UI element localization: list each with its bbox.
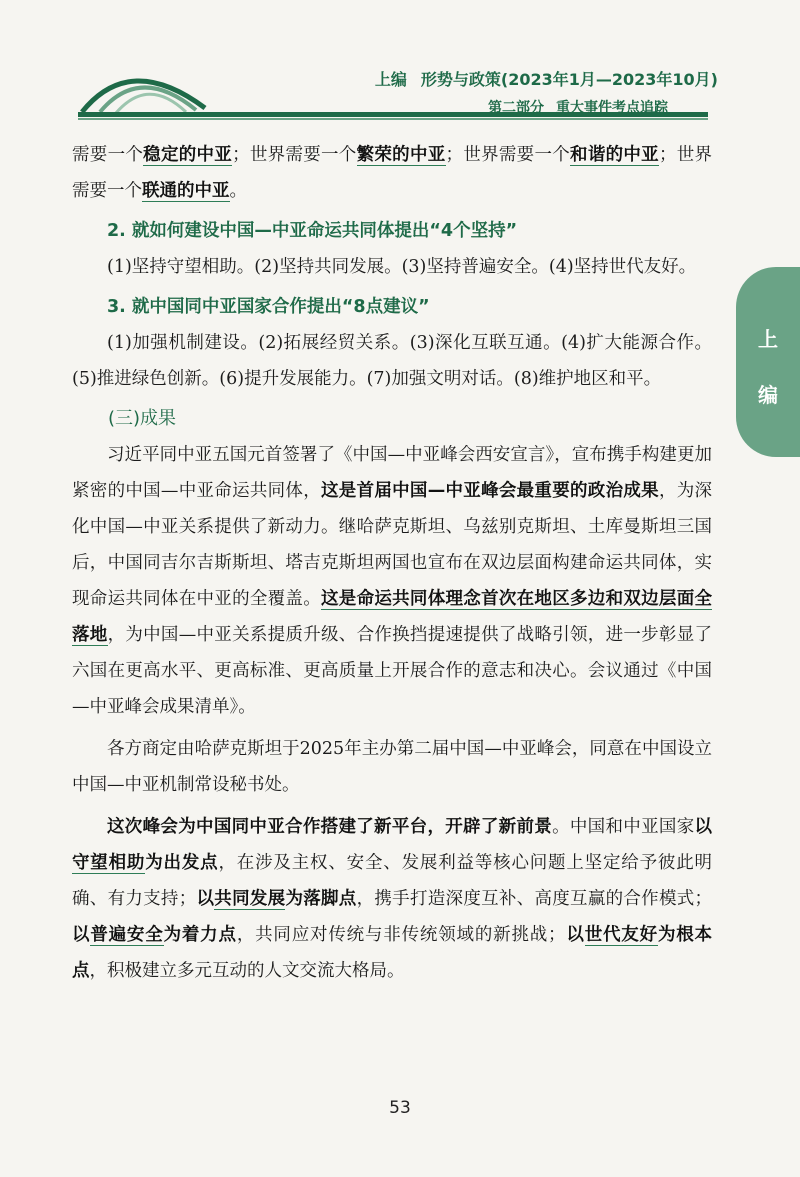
header-subtitle [488, 97, 668, 117]
emphasis-first-landing: 这是命运共同体理念首次在地区多边和双边层面全落地 [72, 589, 712, 645]
paragraph-world-needs [72, 137, 712, 209]
emphasis-mutual-help: 守望相助 [72, 853, 146, 873]
text-run: 。 [229, 181, 247, 201]
emphasis-new-platform: 这次峰会为中国同中亚合作搭建了新平台，开辟了新前景 [107, 817, 553, 837]
section-heading-results: (三)成果 [108, 408, 177, 429]
paragraph-results [72, 437, 712, 725]
header-part: 上编 [374, 70, 407, 89]
side-tab-char-1: 上 [758, 327, 778, 351]
header-book-title: 形势与政策(2023年1月—2023年10月) [420, 70, 718, 89]
text-run: ，携手打造深度互补、高度互赢的合作模式； [356, 889, 713, 909]
header-title [375, 67, 718, 90]
text-run: ；世界需要一个 [445, 145, 571, 165]
text-run: 以 [694, 817, 713, 837]
text-run: ，共同应对传统与非传统领域的新挑战； [236, 925, 566, 945]
header-section-title: 重大事件考点追踪 [556, 100, 668, 116]
emphasis-prosperous: 繁荣的中亚 [356, 145, 446, 165]
text-run: ；世界需要一个 [72, 145, 713, 201]
text-run: ；世界需要一个 [232, 145, 357, 165]
header-arc-logo-icon [0, 0, 800, 130]
text-run: 为出发点 [145, 853, 219, 873]
emphasis-common-development: 共同发展 [214, 889, 286, 909]
text-run: 为根本点 [72, 925, 713, 981]
heading-eight-proposals: 3. 就中国同中亚国家合作提出“8点建议” [107, 297, 430, 317]
page-header [0, 0, 800, 130]
header-section-no: 第二部分 [488, 100, 544, 116]
text-run: 需要一个 [72, 145, 144, 165]
page-number: 53 [389, 1098, 411, 1118]
heading-four-persistences: 2. 就如何建设中国—中亚命运共同体提出“4个坚持” [107, 221, 518, 241]
side-tab [736, 267, 800, 457]
text-run: 为着力点 [163, 925, 237, 945]
text-run: ，为中国—中亚关系提质升级、合作换挡提速提供了战略引领，进一步彰显了六国在更高水平、更高标准、更高质量上开展合作的意志和决心。会议通过《中国—中亚峰会成果清单》。 [72, 625, 713, 717]
paragraph-new-platform [72, 809, 712, 989]
text-run: 以 [72, 925, 91, 945]
emphasis-universal-security: 普遍安全 [90, 925, 164, 945]
text-run: 为落脚点 [285, 889, 357, 909]
paragraph-second-summit: 各方商定由哈萨克斯坦于2025年主办第二届中国—中亚峰会，同意在中国设立中国—中亚机制常设秘书处。 [72, 739, 712, 795]
text-run: 以 [196, 889, 215, 909]
emphasis-stable: 稳定的中亚 [143, 145, 233, 165]
text-run: ，积极建立多元互动的人文交流大格局。 [89, 961, 405, 981]
text-run: 以 [565, 925, 585, 945]
paragraph-eight-proposals: (1)加强机制建设。(2)拓展经贸关系。(3)深化互联互通。(4)扩大能源合作。(5)推进绿色创新。(6)提升发展能力。(7)加强文明对话。(8)维护地区和平。 [72, 333, 712, 389]
page-body [72, 137, 712, 989]
text-run: ，在涉及主权、安全、发展利益等核心问题上坚定给予彼此明确、有力支持； [72, 853, 713, 909]
emphasis-harmonious: 和谐的中亚 [570, 145, 659, 165]
text-run: 习近平同中亚五国元首签署了《中国—中亚峰会西安宣言》，宣布携手构建更加紧密的中国—中亚命运共同体， [72, 445, 712, 501]
paragraph-four-persistences: (1)坚持守望相助。(2)坚持共同发展。(3)坚持普遍安全。(4)坚持世代友好。 [107, 257, 697, 277]
emphasis-political-result: 这是首届中国—中亚峰会最重要的政治成果 [321, 481, 659, 501]
text-run: ，为深化中国—中亚关系提供了新动力。继哈萨克斯坦、乌兹别克斯坦、土库曼斯坦三国后，中国同吉尔吉斯斯坦、塔吉克斯坦两国也宣布在双边层面构建命运共同体，实现命运共同体在中亚的全覆盖。 [72, 481, 713, 609]
text-run: 。中国和中亚国家 [552, 817, 695, 837]
emphasis-connected: 联通的中亚 [142, 181, 230, 201]
side-tab-char-2: 编 [758, 383, 778, 407]
emphasis-everlasting-friendship: 世代友好 [584, 925, 658, 945]
